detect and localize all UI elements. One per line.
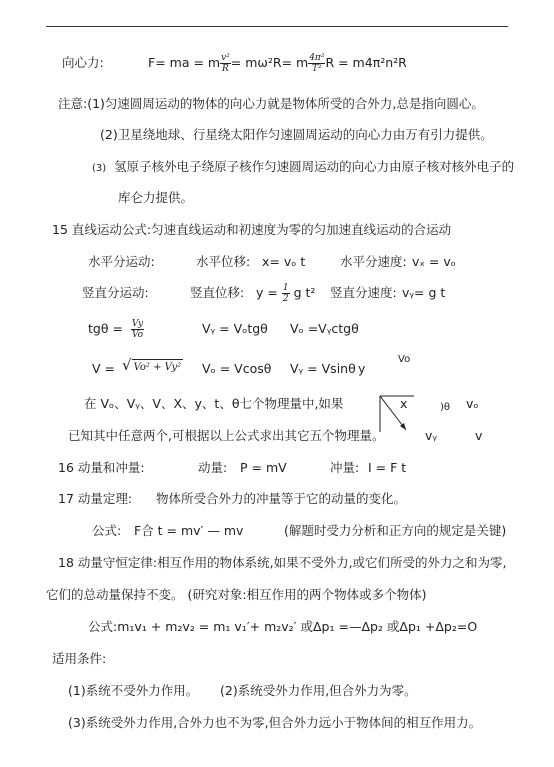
- vert-disp-gt2: g t²: [293, 285, 316, 300]
- vy-sin: Vᵧ = Vsinθ: [290, 361, 356, 376]
- centripetal-label: 向心力:: [62, 55, 104, 70]
- tg-num: Vy: [131, 319, 144, 329]
- note-3-text: 氢原子核外电子绕原子核作匀速圆周运动的向心力由原子核对核外电子的: [114, 159, 515, 174]
- fourpi2-numerator: 4π²: [309, 53, 325, 63]
- horiz-disp: x= vₒ t: [262, 254, 306, 269]
- v2-over-r: [220, 53, 231, 74]
- quantities-b: 已知其中任意两个,可根据以上公式求出其它五个物理量。: [68, 428, 385, 443]
- v-sqrt: √ Vo² + Vy²: [122, 356, 182, 374]
- note-3: [92, 159, 514, 177]
- tg-label: tgθ =: [88, 321, 123, 336]
- fig-label-vo: vₒ: [466, 396, 479, 411]
- s18-formula: 公式:m₁v₁ + m₂v₂ = m₁ v₁′+ m₂v₂′ 或Δp₁ =—Δp₂ 或Δp₁ +Δp₂=O: [88, 619, 478, 634]
- fig-label-theta: )θ: [440, 402, 451, 413]
- v2-numerator: v²: [221, 53, 230, 63]
- fig-label-vo-top: Vo: [398, 354, 411, 365]
- r-denominator: R: [222, 64, 229, 74]
- momentum-formula: P = mV: [240, 460, 287, 475]
- v-sqrt-arg: Vo² + Vy²: [132, 359, 184, 376]
- impulse-label: 冲量:: [330, 460, 360, 475]
- quantities-a: 在 Vₒ、Vᵧ、V、X、y、t、θ七个物理量中,如果: [84, 396, 344, 411]
- vy-over-vo: [131, 319, 144, 340]
- tg-den: Vo: [131, 330, 144, 340]
- vert-disp-label: 竖直位移:: [190, 285, 245, 300]
- vo-cos: Vₒ = Vcosθ: [202, 361, 272, 376]
- condition-1: (1)系统不受外力作用。: [68, 683, 199, 698]
- section-16-title: 16 动量和冲量:: [58, 460, 145, 475]
- v-label: V =: [92, 361, 115, 376]
- fourpi2-over-t2: [308, 53, 325, 74]
- fig-label-x: x: [400, 396, 408, 411]
- note-2: (2)卫星绕地球、行星绕太阳作匀速圆周运动的向心力由万有引力提供。: [100, 127, 493, 142]
- vert-vel: vᵧ= g t: [402, 285, 446, 300]
- tg-formula: [88, 314, 144, 344]
- vert-disp: [256, 280, 315, 306]
- s17-formula: F合 t = mv′ — mv: [134, 523, 244, 538]
- condition-2: (2)系统受外力作用,但合外力为零。: [220, 683, 417, 698]
- fig-label-y: y: [358, 361, 366, 376]
- impulse-formula: I = F t: [368, 460, 407, 475]
- half-den: 2: [282, 294, 289, 304]
- s17-formula-label: 公式:: [92, 523, 122, 538]
- horiz-disp-label: 水平位移:: [196, 254, 251, 269]
- centripetal-tail: R = m4π²n²R: [325, 55, 407, 70]
- section-15-title: 15 直线运动公式:匀速直线运动和初速度为零的匀加速直线运动的合运动: [52, 222, 452, 237]
- momentum-label: 动量:: [198, 460, 228, 475]
- s17-note: (解题时受力分析和正方向的规定是关键): [284, 523, 507, 538]
- horiz-vel-label: 水平分速度:: [340, 254, 407, 269]
- half-num: 1: [282, 283, 289, 293]
- condition-3: (3)系统受外力作用,合外力也不为零,但合外力远小于物体间的相互作用力。: [68, 715, 482, 730]
- centripetal-formula: [148, 48, 407, 78]
- vo-eq: Vₒ =Vᵧctgθ: [290, 321, 359, 336]
- vy-eq: Vᵧ = Vₒtgθ: [202, 321, 268, 336]
- fig-label-vy: vᵧ: [425, 428, 438, 443]
- half-fraction: [282, 283, 290, 304]
- centripetal-formula-start: F= ma = m: [148, 55, 221, 70]
- centripetal-momega: = mω²R= m: [230, 55, 309, 70]
- conditions-title: 适用条件:: [52, 651, 107, 666]
- t2-denominator: T²: [312, 64, 322, 74]
- note-3-number: (3): [92, 163, 107, 174]
- header-rule: [46, 26, 508, 27]
- vert-vel-label: 竖直分速度:: [330, 285, 397, 300]
- vert-label: 竖直分运动:: [82, 285, 149, 300]
- horiz-label: 水平分运动:: [88, 254, 155, 269]
- section-18-line1: 18 动量守恒定律:相互作用的物体系统,如果不受外力,或它们所受的外力之和为零,: [58, 555, 507, 570]
- horiz-vel: vₓ = vₒ: [412, 254, 456, 269]
- section-17-statement: 物体所受合外力的冲量等于它的动量的变化。: [156, 491, 407, 506]
- fig-label-v: v: [475, 428, 483, 443]
- note-3-cont: 库仑力提供。: [118, 190, 194, 205]
- note-1: 注意:(1)匀速圆周运动的物体的向心力就是物体所受的合外力,总是指向圆心。: [58, 96, 484, 111]
- vert-disp-y: y =: [256, 285, 278, 300]
- section-17-title: 17 动量定理:: [58, 491, 133, 506]
- section-18-line2: 它们的总动量保持不变。 (研究对象:相互作用的两个物体或多个物体): [46, 587, 427, 602]
